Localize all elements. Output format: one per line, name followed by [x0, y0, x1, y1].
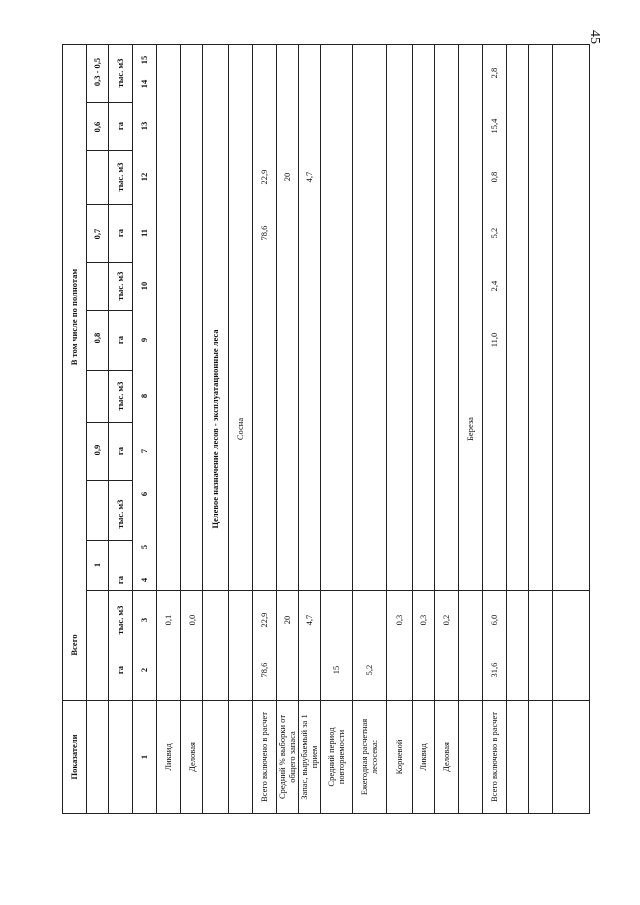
col-number: 9	[139, 337, 149, 343]
cell-value: 78,6	[259, 225, 269, 241]
unit-ha: га	[115, 121, 125, 131]
unit-ha: га	[115, 575, 125, 585]
cell-value: 6,0	[489, 614, 499, 626]
row-label: Деловая	[441, 742, 451, 772]
col-number: 2	[139, 667, 149, 673]
unit-m3: тыс. м3	[115, 271, 125, 301]
col-number: 14	[139, 79, 149, 89]
cell-value: 5,2	[489, 227, 499, 239]
indicators-header: Показатели	[69, 734, 79, 780]
unit-m3: тыс. м3	[115, 58, 125, 88]
col-number: 12	[139, 172, 149, 182]
density-0-8: 0,8	[92, 332, 102, 344]
density-1: 1	[92, 562, 102, 568]
col-number: 8	[139, 393, 149, 399]
row-label: Ежегодная расчетная лесосека:	[359, 718, 379, 796]
density-0-6: 0,6	[92, 121, 102, 133]
unit-m3: тыс. м3	[115, 605, 125, 635]
unit-ha: га	[115, 665, 125, 675]
row-label: Запас, вырубаемый за 1 прием	[299, 714, 319, 800]
col-number: 11	[139, 228, 149, 238]
cell-value: 0,1	[163, 614, 173, 626]
section-purpose: Целевое назначение лесов - эксплуатационные леса	[210, 329, 220, 529]
cell-value: 0,3	[418, 614, 428, 626]
unit-m3: тыс. м3	[115, 381, 125, 411]
cell-value: 20	[282, 615, 292, 625]
cell-value: 0,2	[441, 614, 451, 626]
row-label: Деловая	[187, 742, 197, 772]
row-label: Всего включено в расчет	[259, 712, 269, 802]
cell-value: 22,9	[259, 169, 269, 185]
row-label: Всего включено в расчет	[489, 712, 499, 802]
cell-value: 11,0	[489, 332, 499, 348]
by-density-header: В том числе по полнотам	[69, 268, 79, 366]
section-pine: Сосна	[235, 417, 245, 441]
cell-value: 15	[331, 665, 341, 675]
row-label: Средний % выборки от общего запаса	[277, 714, 297, 800]
unit-m3: тыс. м3	[115, 499, 125, 529]
row-label: Ликвид	[163, 743, 173, 771]
col-number: 6	[139, 491, 149, 497]
col-number: 10	[139, 281, 149, 291]
cell-value: 78,6	[259, 662, 269, 678]
density-0-7: 0,7	[92, 228, 102, 240]
col-number: 13	[139, 121, 149, 131]
cell-value: 2,4	[489, 280, 499, 292]
col-number: 5	[139, 544, 149, 550]
unit-ha: га	[115, 228, 125, 238]
page-number: 45	[587, 30, 602, 44]
row-label: Ликвид	[418, 743, 428, 771]
data-table	[62, 44, 590, 814]
cell-value: 5,2	[364, 664, 374, 676]
section-birch: Береза	[465, 417, 475, 441]
row-label: Корневой	[394, 739, 404, 775]
col-number: 1	[139, 754, 149, 760]
total-header: Всего	[69, 634, 79, 656]
row-label: Средний период повторяемости	[326, 727, 346, 787]
unit-m3: тыс. м3	[115, 162, 125, 192]
unit-ha: га	[115, 335, 125, 345]
cell-value: 22,9	[259, 612, 269, 628]
cell-value: 4,7	[304, 171, 314, 183]
cell-value: 20	[282, 172, 292, 182]
cell-value: 0,8	[489, 171, 499, 183]
col-number: 15	[139, 55, 149, 65]
col-number: 7	[139, 448, 149, 454]
cell-value: 0,0	[187, 614, 197, 626]
cell-value: 15,4	[489, 118, 499, 134]
cell-value: 0,3	[394, 614, 404, 626]
col-number: 3	[139, 617, 149, 623]
cell-value: 2,8	[489, 67, 499, 79]
unit-ha: га	[115, 446, 125, 456]
cell-value: 4,7	[304, 614, 314, 626]
density-0-9: 0,9	[92, 444, 102, 456]
density-0-3-0-5: 0,3 - 0,5	[92, 57, 102, 87]
col-number: 4	[139, 577, 149, 583]
cell-value: 31,6	[489, 662, 499, 678]
